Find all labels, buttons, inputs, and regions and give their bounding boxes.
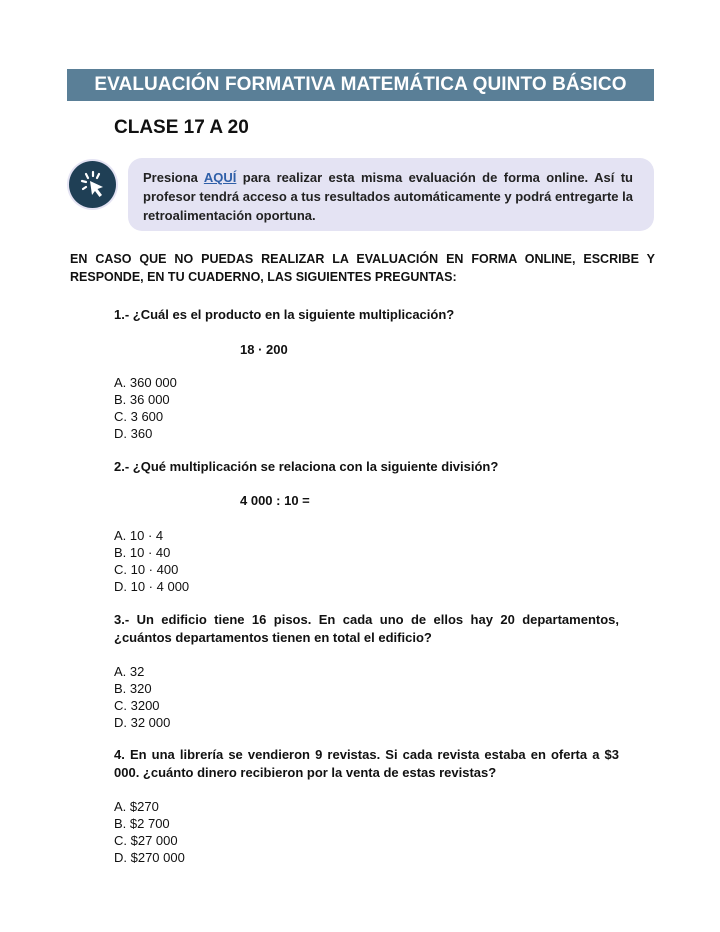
option: A. 32 [114,664,145,679]
question-3-prompt: 3.- Un edificio tiene 16 pisos. En cada uno de ellos hay 20 departamentos, ¿cuántos departamentos tienen en total el edificio? [114,612,619,645]
option: D. 32 000 [114,715,171,730]
online-evaluation-link[interactable]: AQUÍ [203,170,237,185]
callout-text-after: para realizar esta misma evaluación de forma online. Así tu profesor tendrá acceso a tus resultados automáticamente y podrá entregarte la retroalimentación oportuna. [143,170,633,223]
option: B. 36 000 [114,392,170,407]
option: A. 10 · 4 [114,528,164,543]
option: C. 3200 [114,698,160,713]
callout-text-before: Presiona [143,170,204,185]
option: A. 360 000 [114,375,177,390]
option: D. 10 · 4 000 [114,579,190,594]
question-1-prompt: 1.- ¿Cuál es el producto en la siguiente multiplicación? [114,307,455,322]
question-4-options [114,798,185,866]
option: C. 3 600 [114,409,164,424]
option: B. 320 [114,681,152,696]
option: C. 10 · 400 [114,562,179,577]
callout-text [143,168,633,225]
question-3-options [114,663,170,731]
option: B. 10 · 40 [114,545,171,560]
option: D. $270 000 [114,850,185,865]
class-range-heading: CLASE 17 A 20 [114,117,249,138]
option: A. $270 [114,799,159,814]
question-2-expression: 4 000 : 10 = [240,493,310,508]
question-2-options [114,527,189,595]
question-1-expression: 18 · 200 [240,342,288,357]
question-4-prompt: 4. En una librería se vendieron 9 revistas. Si cada revista estaba en oferta a $3 000. ¿cuánto dinero recibieron por la venta de estas revistas? [114,747,619,780]
option: B. $2 700 [114,816,170,831]
document-title-banner [67,69,654,101]
document-title: EVALUACIÓN FORMATIVA MATEMÁTICA QUINTO BÁSICO [94,74,627,95]
click-cursor-icon [69,161,116,208]
question-2-prompt: 2.- ¿Qué multiplicación se relaciona con la siguiente división? [114,459,499,474]
option: C. $27 000 [114,833,178,848]
option: D. 360 [114,426,153,441]
question-1-options [114,374,177,442]
instructions: EN CASO QUE NO PUEDAS REALIZAR LA EVALUACIÓN EN FORMA ONLINE, ESCRIBE Y RESPONDE, EN TU CUADERNO, LAS SIGUIENTES PREGUNTAS: [70,252,655,284]
